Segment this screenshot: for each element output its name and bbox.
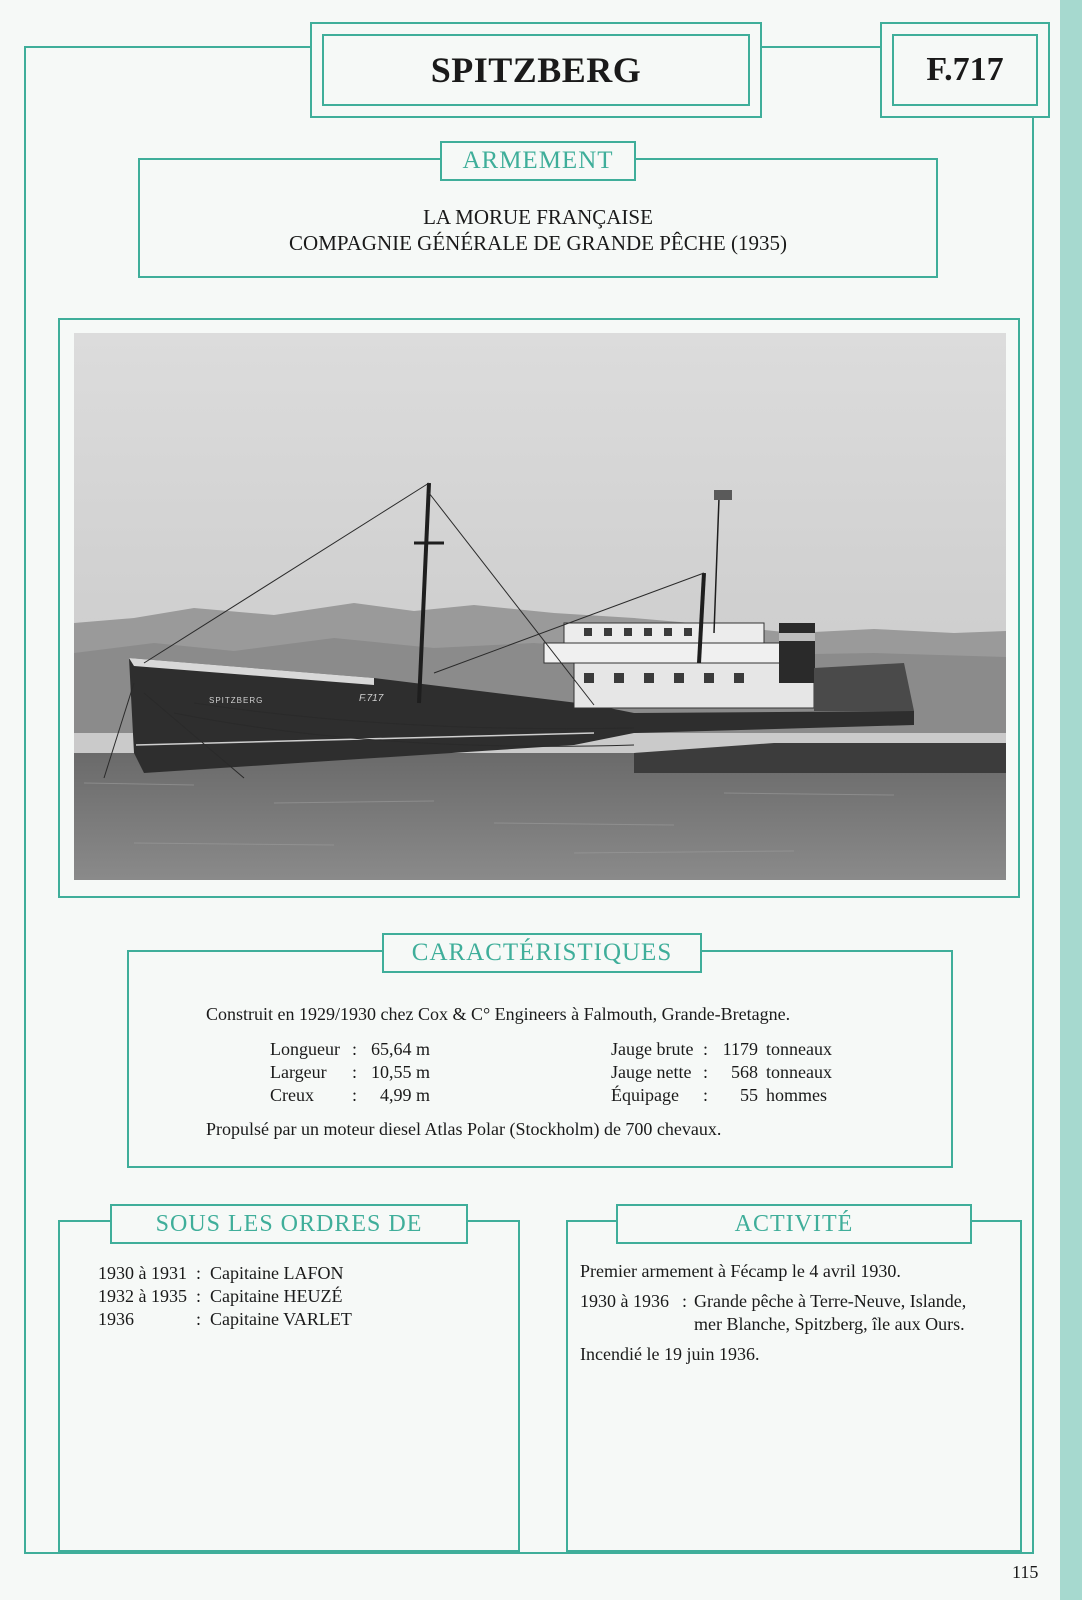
jauge-name: Équipage xyxy=(611,1085,679,1105)
jauge-sep: : xyxy=(703,1085,709,1105)
jauge-value: 1179 xyxy=(722,1039,758,1059)
jauge-sep: : xyxy=(703,1039,709,1059)
armement-text xyxy=(138,204,938,256)
jauge-value: 55 xyxy=(740,1085,758,1105)
sous-les-ordres-heading: SOUS LES ORDRES DE xyxy=(110,1204,468,1244)
captain-period: 1936 xyxy=(98,1309,134,1329)
jauge-units xyxy=(766,1038,832,1107)
jauge-unit: tonneaux xyxy=(766,1039,832,1059)
captain-period: 1930 à 1931 xyxy=(98,1263,187,1283)
activite-heading: ACTIVITÉ xyxy=(616,1204,972,1244)
dimensions-separators xyxy=(352,1038,357,1107)
activite-first: Premier armement à Fécamp le 4 avril 1930. xyxy=(580,1261,901,1281)
jauge-names xyxy=(611,1038,693,1107)
activite-destinations xyxy=(694,1290,966,1336)
dimensions-values xyxy=(366,1038,430,1107)
captain-separators xyxy=(196,1262,201,1331)
jauge-name: Jauge nette xyxy=(611,1062,692,1082)
armement-line-1: LA MORUE FRANÇAISE xyxy=(423,205,653,229)
ship-code: F.717 xyxy=(892,34,1038,106)
dimensions-names xyxy=(270,1038,340,1107)
caracteristiques-heading: CARACTÉRISTIQUES xyxy=(382,933,702,973)
ship-photo xyxy=(74,333,1006,880)
ship-name: SPITZBERG xyxy=(322,34,750,106)
captain-periods xyxy=(98,1262,187,1331)
dim-value: 4,99 m xyxy=(379,1085,430,1105)
dim-value: 10,55 m xyxy=(370,1062,430,1082)
activite-period: 1930 à 1936 xyxy=(580,1291,669,1311)
captain-name: Capitaine HEUZÉ xyxy=(210,1286,343,1306)
jauge-sep: : xyxy=(703,1062,709,1082)
dim-sep: : xyxy=(352,1062,358,1082)
ship-photo-drawing xyxy=(74,333,1006,880)
captain-sep: : xyxy=(196,1263,202,1283)
title-box xyxy=(310,22,762,118)
propulsion-text: Propulsé par un moteur diesel Atlas Polar (Stockholm) de 700 chevaux. xyxy=(206,1119,722,1139)
captain-period: 1932 à 1935 xyxy=(98,1286,187,1306)
captain-name: Capitaine VARLET xyxy=(210,1309,352,1329)
dim-value: 65,64 m xyxy=(370,1039,430,1059)
jauge-name: Jauge brute xyxy=(611,1039,694,1059)
armement-heading: ARMEMENT xyxy=(440,141,636,181)
activite-sep: : xyxy=(682,1291,688,1311)
hull-name-text: SPITZBERG xyxy=(209,696,264,705)
captain-name: Capitaine LAFON xyxy=(210,1263,344,1283)
jauge-unit: hommes xyxy=(766,1085,827,1105)
page-number: 115 xyxy=(1012,1562,1039,1582)
captain-sep: : xyxy=(196,1286,202,1306)
captain-names xyxy=(210,1262,352,1331)
dim-sep: : xyxy=(352,1085,358,1105)
dim-name: Longueur xyxy=(270,1039,340,1059)
dim-sep: : xyxy=(352,1039,358,1059)
construction-text: Construit en 1929/1930 chez Cox & C° Engineers à Falmouth, Grande-Bretagne. xyxy=(206,1004,791,1024)
jauge-values xyxy=(714,1038,758,1107)
jauge-value: 568 xyxy=(731,1062,758,1082)
activite-line-1: Grande pêche à Terre-Neuve, Islande, xyxy=(694,1291,967,1311)
hull-code-text: F.717 xyxy=(359,693,384,704)
jauge-separators xyxy=(703,1038,708,1107)
armement-line-2: COMPAGNIE GÉNÉRALE DE GRANDE PÊCHE (1935) xyxy=(289,231,787,255)
activite-fire: Incendié le 19 juin 1936. xyxy=(580,1344,760,1364)
dim-name: Largeur xyxy=(270,1062,327,1082)
dim-name: Creux xyxy=(270,1085,314,1105)
activite-line-2: mer Blanche, Spitzberg, île aux Ours. xyxy=(694,1314,965,1334)
code-box xyxy=(880,22,1050,118)
jauge-unit: tonneaux xyxy=(766,1062,832,1082)
captain-sep: : xyxy=(196,1309,202,1329)
